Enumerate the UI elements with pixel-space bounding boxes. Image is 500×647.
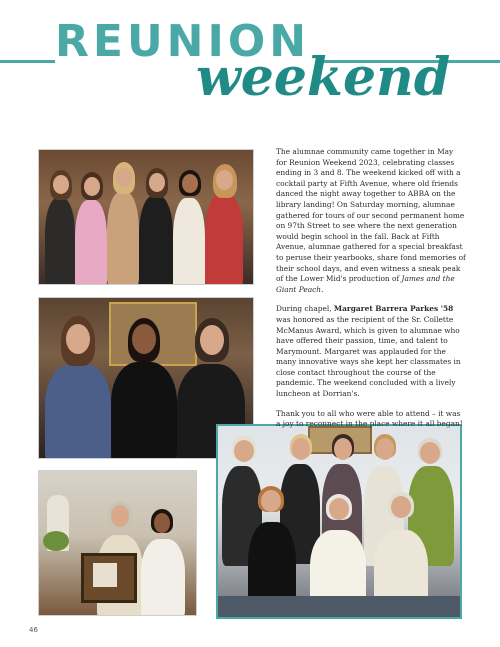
- article-paragraph-1-text: The alumnae community came together in May for Reunion Weekend 2023, celebrating classes ending in 3 and 8. The weekend kicked off with a cocktail party at Fifth Avenue, where old friends danced the night away together to ABBA on the library landing! On Saturday morning, alumnae gathered for tours of our second permanent home on 97th Street to see where the next generation would begin school in the fall. Back at Fifth Avenue, alumnae gathered for a special breakfast to peruse their yearbooks, share fond memories of their school days, and even witness a sneak peak of the Lower Mid's production of: [276, 147, 466, 284]
- article-paragraph-1-end: .: [321, 284, 324, 294]
- article-paragraph-3: Thank you to all who were able to attend – it was a joy to reconnect in the place where it all began!: [276, 408, 463, 429]
- title-reunion: REUNION: [55, 20, 316, 64]
- photo-group-six-women: [38, 149, 254, 285]
- title-weekend: weekend: [196, 47, 451, 108]
- photo-award-presentation: [38, 470, 197, 616]
- photo-group-alumnae: [216, 424, 462, 619]
- play-title: James and the Giant Peach: [276, 274, 455, 294]
- article-paragraph-2-start: During chapel,: [276, 304, 334, 314]
- article-body: [276, 147, 466, 439]
- article-paragraph-2-rest: was honored as the recipient of the Sr. Collette McManus Award, which is given to alumnae who have offered their passion, time, and talent to Marymount. Margaret was applauded for the many innovative ways she kept her classmates in close contact throughout the course of the pandemic. The weekend concluded with a lively luncheon at Dorrian's.: [276, 314, 461, 399]
- article-paragraph-1: [276, 147, 466, 295]
- honoree-name: Margaret Barrera Parkes '58: [333, 304, 454, 314]
- article-paragraph-2: [276, 304, 466, 399]
- page-number: 46: [29, 626, 38, 634]
